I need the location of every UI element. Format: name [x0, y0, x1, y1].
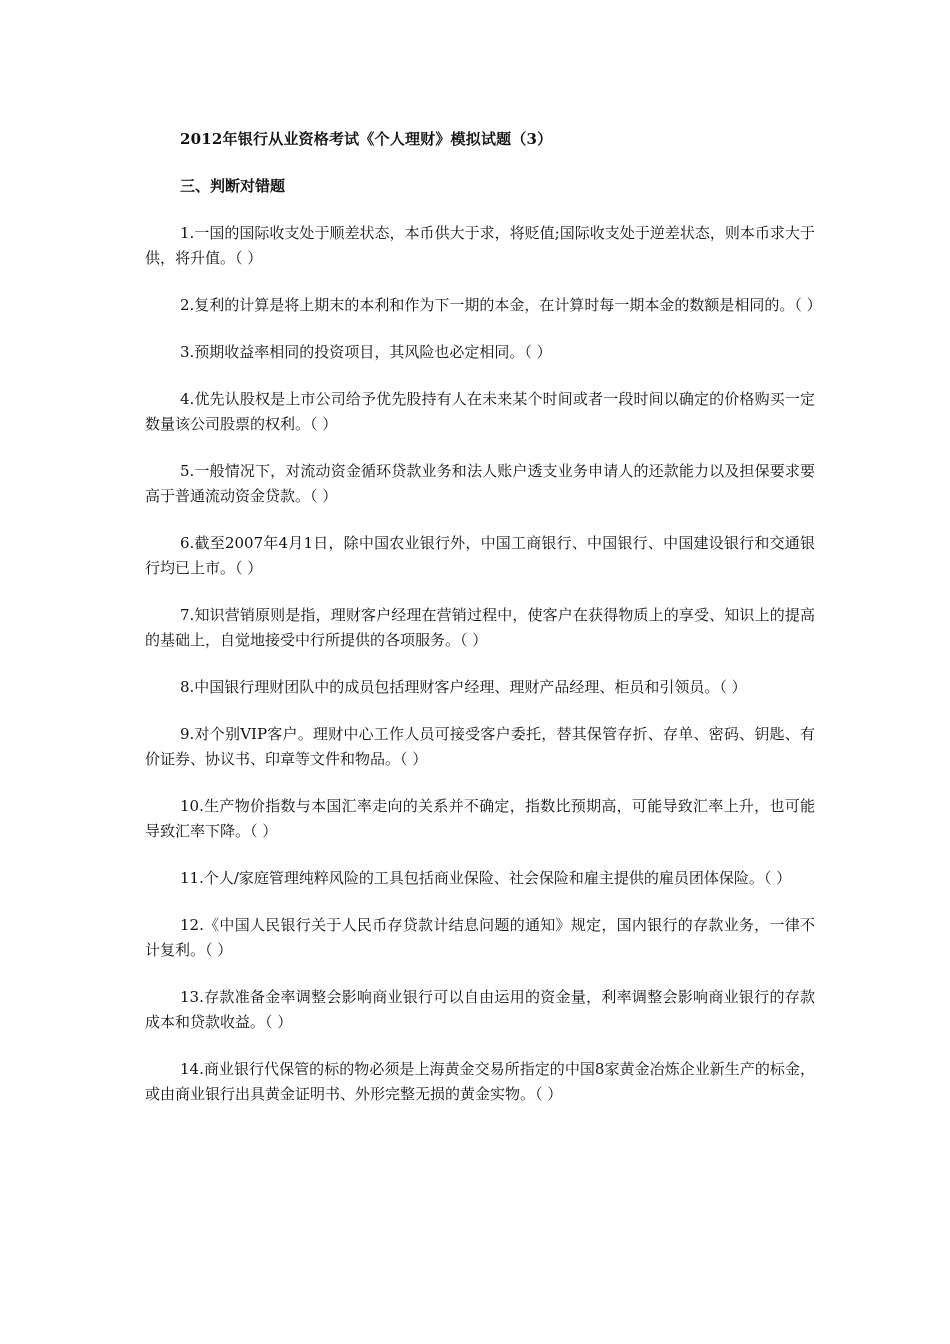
question-item: 3.预期收益率相同的投资项目，其风险也必定相同。（ ）	[180, 343, 552, 361]
question-item: 5.一般情况下，对流动资金循环贷款业务和法人账户透支业务申请人的还款能力以及担保要求要高于普通流动资金贷款。（ ）	[145, 462, 815, 505]
question-item: 8.中国银行理财团队中的成员包括理财客户经理、理财产品经理、柜员和引领员。（ ）	[180, 678, 747, 696]
question-item: 1.一国的国际收支处于顺差状态，本币供大于求，将贬值;国际收支处于逆差状态，则本币求大于供，将升值。（ ）	[145, 224, 815, 267]
question-item: 6.截至2007年4月1日，除中国农业银行外，中国工商银行、中国银行、中国建设银行和交通银行均已上市。（ ）	[145, 534, 815, 577]
question-item: 7.知识营销原则是指，理财客户经理在营销过程中，使客户在获得物质上的享受、知识上的提高的基础上，自觉地接受中行所提供的各项服务。（ ）	[145, 606, 815, 649]
question-item: 4.优先认股权是上市公司给予优先股持有人在未来某个时间或者一段时间以确定的价格购买一定数量该公司股票的权利。（ ）	[145, 390, 815, 433]
question-item: 12.《中国人民银行关于人民币存贷款计结息问题的通知》规定，国内银行的存款业务，一律不计复利。（ ）	[145, 916, 815, 959]
section-heading: 三、判断对错题	[180, 177, 286, 195]
question-item: 13.存款准备金率调整会影响商业银行可以自由运用的资金量，利率调整会影响商业银行的存款成本和贷款收益。（ ）	[145, 988, 815, 1031]
question-list	[145, 221, 822, 1129]
question-item: 2.复利的计算是将上期末的本利和作为下一期的本金，在计算时每一期本金的数额是相同的。（ ）	[180, 296, 822, 314]
question-item: 10.生产物价指数与本国汇率走向的关系并不确定，指数比预期高，可能导致汇率上升，也可能导致汇率下降。（ ）	[145, 797, 815, 840]
question-item: 14.商业银行代保管的标的物必须是上海黄金交易所指定的中国8家黄金冶炼企业新生产的标金，或由商业银行出具黄金证明书、外形完整无损的黄金实物。（ ）	[145, 1060, 815, 1103]
question-item: 9.对个别VIP客户。理财中心工作人员可接受客户委托，替其保管存折、存单、密码、钥匙、有价证券、协议书、印章等文件和物品。（ ）	[145, 725, 815, 768]
document-title: 2012年银行从业资格考试《个人理财》模拟试题（3）	[180, 130, 553, 148]
question-item: 11.个人/家庭管理纯粹风险的工具包括商业保险、社会保险和雇主提供的雇员团体保险。（ ）	[180, 869, 792, 887]
